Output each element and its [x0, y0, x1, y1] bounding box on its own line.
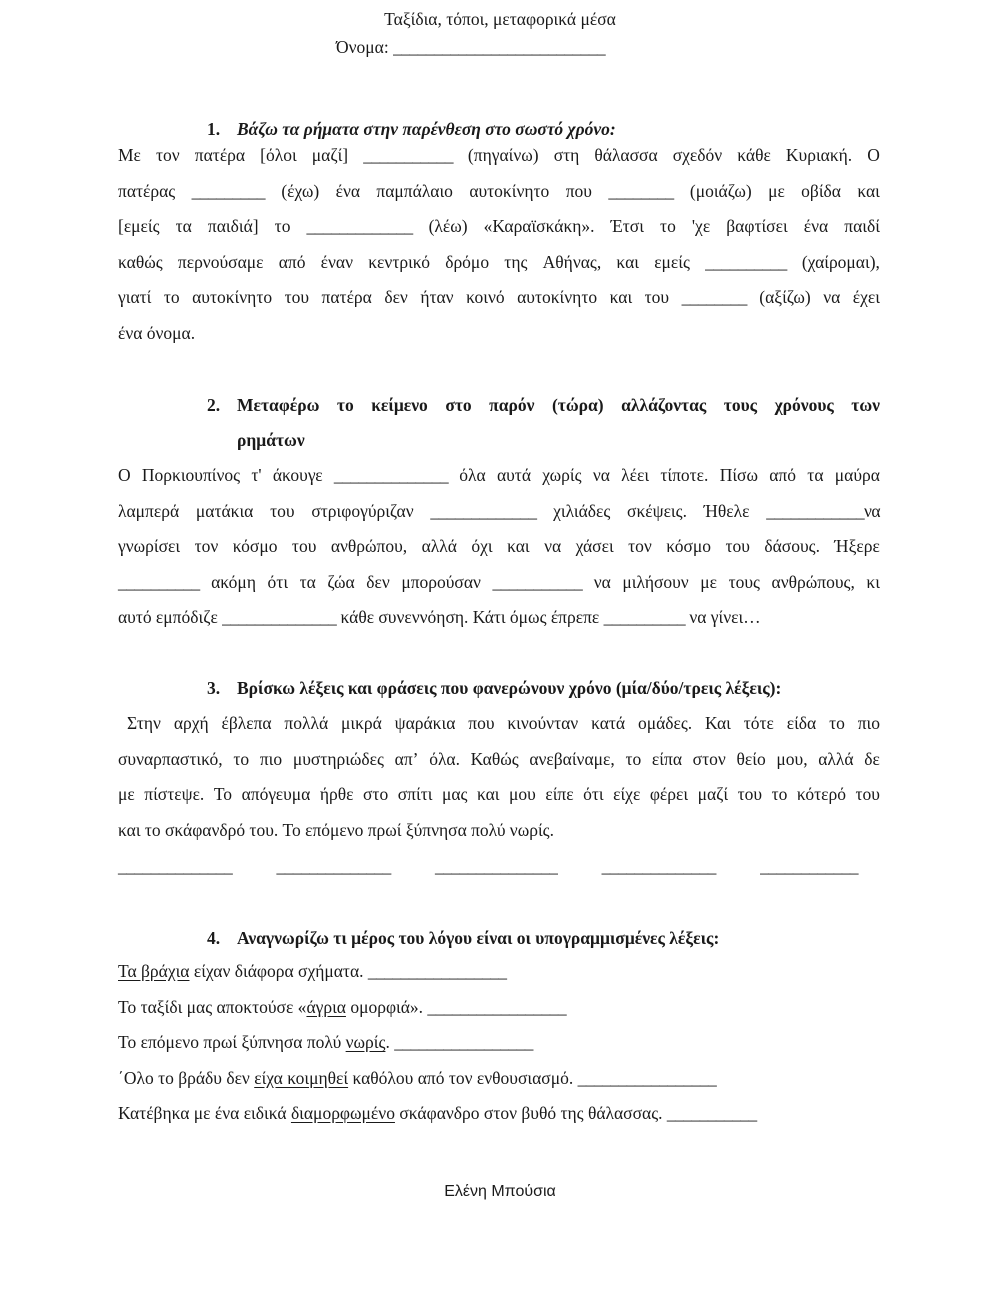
word: το	[660, 216, 676, 236]
text-line	[118, 777, 880, 813]
word: Στην	[127, 713, 161, 733]
word: λαμπερά	[118, 500, 180, 521]
section-1-heading-text: Βάζω τα ρήματα στην παρένθεση στο σωστό χρόνο:	[237, 119, 616, 139]
word: Το	[282, 819, 301, 840]
fill-blank[interactable]: _________	[191, 180, 265, 201]
word: να	[592, 465, 610, 485]
section-2-heading-continued: ρημάτων	[237, 430, 305, 450]
word: καθώς	[118, 251, 163, 272]
word: μαζί]	[311, 145, 349, 165]
word: σχεδόν	[672, 145, 723, 165]
word: βαφτίσει	[726, 216, 788, 236]
word: όμως	[509, 607, 547, 627]
fill-blank[interactable]: ________	[681, 287, 747, 307]
text-line	[118, 494, 880, 530]
word: και	[118, 819, 141, 840]
word: Πίσω	[719, 465, 758, 485]
word: μας	[441, 784, 468, 804]
word: Αθήνας,	[542, 251, 602, 272]
fill-blank[interactable]: ____________να	[766, 500, 880, 521]
section-4-item	[118, 997, 566, 1018]
word: τον	[628, 536, 652, 556]
item-answer-blank[interactable]: _________________	[577, 1068, 717, 1088]
word: πιο	[259, 748, 283, 769]
word: αυτοκίνητο	[192, 287, 273, 307]
word: όλα	[459, 465, 486, 485]
item-text: σκάφανδρο στον βυθό της θάλασσας.	[394, 1103, 667, 1123]
word: μου	[509, 784, 536, 804]
text-line	[118, 280, 880, 316]
word: στο	[363, 784, 389, 804]
item-text: ομορφιά».	[345, 997, 428, 1017]
fill-blank[interactable]: ___________	[492, 571, 583, 592]
word: ότι	[583, 784, 604, 804]
word: χάσει	[575, 536, 614, 556]
word: κόσμο	[232, 536, 278, 556]
word: και	[507, 536, 530, 556]
word: το	[625, 748, 642, 769]
word: στριφογύριζαν	[311, 500, 414, 521]
section-4-item	[118, 1068, 716, 1089]
word: το	[163, 287, 180, 307]
word: κατά	[591, 713, 626, 733]
item-text: ΄Ολο το βράδυ δεν	[118, 1068, 255, 1088]
word: γιατί	[118, 287, 152, 307]
word: που	[565, 180, 592, 201]
word: κόσμο	[666, 536, 712, 556]
word: Με	[118, 145, 141, 165]
word: πολλά	[284, 713, 329, 733]
heading-word: αλλάζοντας	[621, 395, 707, 415]
word: θείο	[736, 748, 766, 769]
word: πίστεψε.	[144, 784, 205, 804]
section-2-heading	[207, 395, 880, 416]
name-label: Όνομα:	[336, 37, 389, 57]
word: πατέρα	[194, 145, 246, 165]
item-text: καθόλου από τον ενθουσιασμό.	[348, 1068, 578, 1088]
word: (έχω)	[281, 180, 320, 201]
word: Ήθελε	[703, 500, 750, 521]
word: του	[284, 287, 310, 307]
word: έχει	[852, 287, 880, 307]
word: νωρίς.	[509, 819, 554, 840]
word: σκάφανδρό	[164, 819, 246, 840]
word: (λέω)	[428, 216, 468, 236]
answer-blank[interactable]: ____________	[760, 856, 858, 876]
word: πατέρα	[321, 287, 372, 307]
word: Ήξερε	[834, 536, 880, 556]
item-answer-blank[interactable]: _________________	[427, 997, 566, 1017]
word: αλλά	[818, 748, 854, 769]
word: συναρπαστικό,	[118, 748, 223, 769]
heading-word: χρόνους	[774, 395, 834, 415]
word: κότερό	[796, 784, 846, 804]
text-line	[118, 458, 880, 494]
word: μου,	[776, 748, 808, 769]
word: του	[737, 784, 763, 804]
word: δεν	[366, 571, 390, 592]
answer-blank[interactable]: ______________	[276, 856, 391, 876]
word: και	[857, 180, 880, 201]
section-4-item	[118, 1032, 533, 1053]
section-4-item	[118, 961, 506, 982]
item-text: Το ταξίδι μας αποκτούσε «	[118, 997, 307, 1017]
word: τα	[299, 571, 316, 592]
word: και	[616, 251, 639, 272]
word: αυτά	[496, 465, 531, 485]
word: απόγευμα	[241, 784, 311, 804]
text-line	[118, 174, 880, 210]
word: πολύ	[471, 819, 506, 840]
word: κινούνταν	[507, 713, 579, 733]
word: 'χε	[691, 216, 711, 236]
word: του	[291, 536, 317, 556]
item-text: Το επόμενο πρωί ξύπνησα πολύ	[118, 1032, 346, 1052]
section-3-paragraph-first	[127, 706, 880, 742]
word: ήταν	[420, 287, 454, 307]
word: επόμενο	[305, 819, 364, 840]
word: χωρίς	[542, 465, 582, 485]
text-line	[118, 316, 880, 352]
text-line	[127, 706, 880, 742]
word: πατέρας	[118, 180, 176, 201]
word: τον	[194, 536, 219, 556]
fill-blank[interactable]: ________	[608, 180, 674, 201]
heading-word: στο	[445, 395, 472, 415]
word: και	[609, 287, 633, 307]
word: να	[593, 571, 611, 592]
word: αυτοκίνητο	[517, 287, 598, 307]
text-line	[118, 565, 880, 601]
word: το	[274, 216, 291, 236]
word: σκέψεις.	[627, 500, 687, 521]
word: κάθε	[340, 607, 375, 627]
word: (αξίζω)	[759, 287, 811, 307]
word: να	[544, 536, 562, 556]
word: έπρεπε	[550, 607, 600, 627]
item-text: .	[385, 1032, 395, 1052]
word: ανεβαίναμε,	[529, 748, 615, 769]
section-4-heading-text: Αναγνωρίζω τι μέρος του λόγου είναι οι υπογραμμισμένες λέξεις:	[237, 928, 720, 948]
word: το	[829, 713, 845, 733]
text-line	[118, 813, 880, 849]
section-2-heading-line	[237, 395, 880, 416]
underlined-word: είχα κοιμηθεί	[254, 1068, 349, 1088]
word: σπίτι	[397, 784, 433, 804]
word: συνεννόηση.	[378, 607, 469, 627]
text-line	[118, 138, 880, 174]
word: απ’	[394, 748, 419, 769]
word: Και	[705, 713, 731, 733]
section-4-heading	[207, 928, 719, 949]
word: ομάδες.	[637, 713, 693, 733]
word: του	[855, 784, 880, 804]
heading-word: (τώρα)	[551, 395, 604, 415]
word: είπα	[651, 748, 682, 769]
section-2-paragraph	[118, 458, 880, 636]
word: ανθρώπου,	[330, 536, 408, 556]
text-line	[118, 600, 880, 636]
word: δάσους.	[764, 536, 820, 556]
section-4-number: 4.	[207, 928, 221, 948]
word: αυτό	[118, 607, 152, 627]
word: μιλήσουν	[622, 571, 689, 592]
text-line	[118, 742, 880, 778]
fill-blank[interactable]: ______________	[222, 607, 337, 627]
fill-blank[interactable]: _____________	[430, 500, 537, 521]
word: κι	[866, 571, 880, 592]
word: Ο	[118, 465, 131, 485]
word: λέει	[621, 465, 650, 485]
word: του	[644, 287, 670, 307]
name-blank[interactable]: __________________________	[393, 37, 605, 57]
word: Κυριακή.	[785, 145, 853, 165]
word: τ'	[251, 465, 262, 485]
underlined-word: νωρίς	[345, 1032, 386, 1052]
fill-blank[interactable]: __________	[603, 607, 686, 627]
word: αλλά	[421, 536, 457, 556]
heading-word: παρόν	[489, 395, 535, 415]
answer-blank[interactable]: ______________	[601, 856, 716, 876]
answer-blank[interactable]: _______________	[435, 856, 558, 876]
word: δε	[864, 748, 880, 769]
word: τον	[156, 145, 180, 165]
word: είδα	[786, 713, 817, 733]
item-text: Κατέβηκα με ένα ειδικά	[118, 1103, 291, 1123]
word: μυστηριώδες	[292, 748, 384, 769]
word: έναν	[320, 251, 354, 272]
word: του	[270, 500, 295, 521]
word: Ο	[867, 145, 880, 165]
word: του	[725, 536, 750, 556]
word: όνομα.	[146, 322, 196, 343]
word: στη	[553, 145, 580, 165]
word: το	[233, 748, 250, 769]
heading-word: το	[336, 395, 354, 415]
underlined-word: άγρια	[306, 997, 346, 1017]
word: το	[771, 784, 788, 804]
answer-blank[interactable]: ______________	[118, 856, 233, 876]
word: ξύπνησα	[405, 819, 467, 840]
author-credit: Ελένη Μπούσια	[444, 1183, 556, 1200]
word: ένα	[803, 216, 829, 236]
word: το	[144, 819, 161, 840]
item-answer-blank[interactable]: _________________	[367, 961, 507, 981]
word: είπε	[545, 784, 574, 804]
worksheet-title: Ταξίδια, τόποι, μεταφορικά μέσα	[384, 9, 616, 29]
word: Το	[213, 784, 233, 804]
word: της	[504, 251, 528, 272]
word: ότι	[267, 571, 289, 592]
fill-blank[interactable]: ___________	[363, 145, 453, 165]
underlined-word: διαμορφωμένο	[290, 1103, 395, 1123]
word: [εμείς	[118, 216, 160, 236]
section-1-paragraph	[118, 138, 880, 351]
word: τα	[175, 216, 192, 236]
word: μαύρα	[834, 465, 880, 485]
section-3-heading-text: Βρίσκω λέξεις και φράσεις που φανερώνουν χρόνο (μία/δύο/τρεις λέξεις):	[237, 678, 782, 698]
word: ψαράκια	[394, 713, 456, 733]
word: χιλιάδες	[553, 500, 611, 521]
word: που	[468, 713, 495, 733]
section-3-number: 3.	[207, 678, 221, 698]
word: με	[768, 180, 785, 201]
section-3-paragraph	[118, 742, 880, 849]
heading-word: των	[851, 395, 880, 415]
fill-blank[interactable]: __________	[705, 251, 787, 272]
heading-word: Μεταφέρω	[237, 395, 320, 415]
word: ένα	[118, 322, 143, 343]
word: με	[700, 571, 718, 592]
word: κάθε	[737, 145, 771, 165]
word: ακόμη	[211, 571, 256, 592]
word: αυτοκίνητο	[469, 180, 550, 201]
fill-blank[interactable]: ______________	[333, 465, 449, 485]
word: δεν	[384, 287, 408, 307]
section-1-number: 1.	[207, 119, 221, 139]
word: έβλεπα	[221, 713, 272, 733]
section-3-answer-blanks	[118, 856, 858, 877]
word: πιο	[857, 713, 880, 733]
word: να	[823, 287, 841, 307]
text-line	[118, 209, 880, 245]
word: κεντρικό	[368, 251, 430, 272]
word: Έτσι	[610, 216, 644, 236]
word: παιδί	[844, 216, 880, 236]
word: Κάτι	[472, 607, 506, 627]
word: τα	[807, 465, 824, 485]
word: πρωί	[367, 819, 402, 840]
word: φέρει	[649, 784, 689, 804]
word: (πηγαίνω)	[467, 145, 539, 165]
word: θάλασσα	[594, 145, 658, 165]
item-text: είχαν διάφορα σχήματα.	[189, 961, 368, 981]
word: εμείς	[654, 251, 690, 272]
word: παμπάλαιο	[376, 180, 453, 201]
fill-blank[interactable]: __________	[118, 571, 200, 592]
word: μαζί	[697, 784, 729, 804]
word: Πορκιουπίνος	[141, 465, 241, 485]
word: από	[769, 465, 797, 485]
word: του.	[249, 819, 279, 840]
word: όλα.	[429, 748, 460, 769]
section-1-heading	[207, 119, 616, 140]
section-3-heading	[207, 678, 781, 699]
fill-blank[interactable]: _____________	[306, 216, 413, 236]
word: μπορούσαν	[401, 571, 481, 592]
word: να	[689, 607, 707, 627]
word: είχε	[613, 784, 641, 804]
word: τότε	[743, 713, 774, 733]
word: (μοιάζω)	[689, 180, 752, 201]
word: εμπόδιζε	[155, 607, 218, 627]
word: περνούσαμε	[177, 251, 264, 272]
text-line	[118, 529, 880, 565]
word: άκουγε	[272, 465, 323, 485]
section-2-number: 2.	[207, 395, 221, 415]
word: και	[476, 784, 500, 804]
underlined-word: Τα βράχια	[118, 961, 190, 981]
word: οβίδα	[801, 180, 841, 201]
word: Καθώς	[470, 748, 519, 769]
word: τους	[728, 571, 760, 592]
word: ένα	[335, 180, 361, 201]
word: ήρθε	[319, 784, 354, 804]
word: «Καραϊσκάκη».	[483, 216, 595, 236]
word: γνωρίσει	[118, 536, 181, 556]
word: [όλοι	[260, 145, 297, 165]
heading-word: κείμενο	[371, 395, 428, 415]
word: ανθρώπους,	[771, 571, 855, 592]
word: με	[118, 784, 135, 804]
item-answer-blank[interactable]: _________________	[394, 1032, 533, 1052]
word: δρόμο	[445, 251, 490, 272]
word: ζώα	[327, 571, 355, 592]
word: όχι	[471, 536, 493, 556]
heading-word: τους	[723, 395, 758, 415]
word: από	[278, 251, 306, 272]
name-row	[336, 37, 605, 58]
section-4-item	[118, 1103, 757, 1124]
word: παιδιά]	[207, 216, 259, 236]
word: γίνει…	[710, 607, 761, 627]
word: στον	[692, 748, 726, 769]
word: αρχή	[173, 713, 209, 733]
item-answer-blank[interactable]: ___________	[666, 1103, 757, 1123]
word: κοινό	[466, 287, 505, 307]
word: τίποτε.	[660, 465, 709, 485]
text-line	[118, 245, 880, 281]
word: (χαίρομαι),	[801, 251, 880, 272]
word: ματάκια	[195, 500, 254, 521]
word: μικρά	[341, 713, 382, 733]
